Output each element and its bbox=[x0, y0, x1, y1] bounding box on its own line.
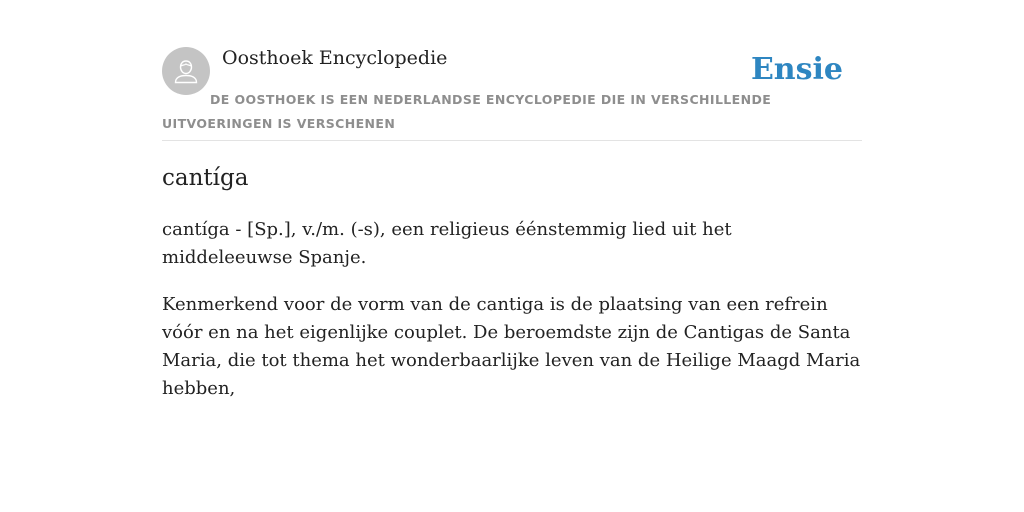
brand-logo[interactable]: Ensie bbox=[750, 52, 843, 87]
entry-definition: cantíga - [Sp.], v./m. (-s), een religieus éénstemmig lied uit het middeleeuwse Spanje. bbox=[162, 219, 732, 268]
site-header bbox=[162, 46, 862, 141]
site-title[interactable]: Oosthoek Encyclopedie bbox=[222, 47, 448, 69]
entry-description: Kenmerkend voor de vorm van de cantiga is de plaatsing van een refrein vóór en na het eigenlijke couplet. De beroemdste zijn de Cantigas de Santa Maria, die tot thema het wonderbaarlijke leven van de Heilige Maagd Maria hebben, bbox=[162, 294, 861, 399]
site-tagline: DE OOSTHOEK IS EEN NEDERLANDSE ENCYCLOPEDIE DIE IN VERSCHILLENDE UITVOERINGEN IS VERSCHENEN bbox=[162, 92, 772, 131]
entry-title: cantíga bbox=[162, 165, 249, 191]
user-icon bbox=[171, 56, 201, 86]
